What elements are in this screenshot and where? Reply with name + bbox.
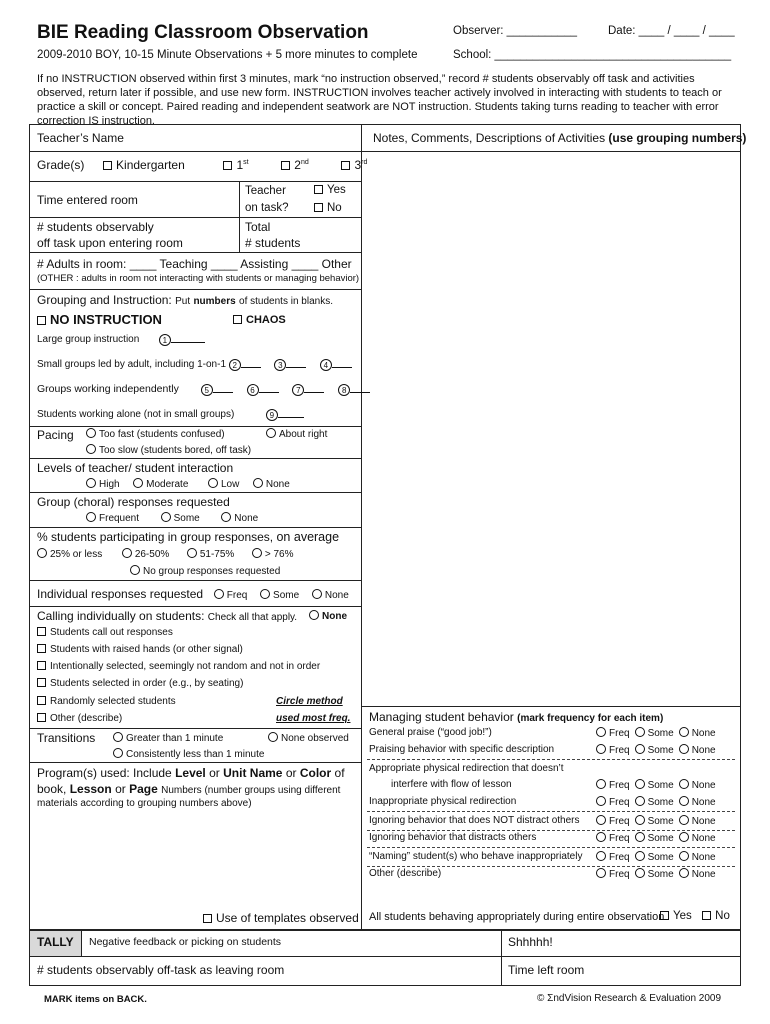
behavior-options: Freq Some None (596, 727, 716, 739)
mark-items-note: MARK items on BACK. (44, 994, 147, 1005)
total-label: Total (245, 220, 271, 234)
groups-independent-row: Groups working independently 5 6 7 8 (37, 383, 370, 396)
behavior-none-radio[interactable] (679, 832, 689, 842)
individual-responses-row: Individual responses requested Freq Some None (37, 587, 349, 601)
large-group-blank[interactable] (171, 333, 205, 343)
level-low-radio[interactable] (208, 478, 218, 488)
too-slow-radio[interactable] (86, 444, 96, 454)
off-task-leaving-field[interactable]: # students observably off-task as leaving room (37, 963, 285, 977)
school-field[interactable]: School: _____________________________________ (453, 49, 732, 61)
pct-76-radio[interactable] (252, 548, 262, 558)
working-alone-row: Students working alone (not in small groups) 9 (37, 408, 304, 421)
intentional-option: Intentionally selected, seemingly not random and not in order (37, 661, 320, 672)
level-high-radio[interactable] (86, 478, 96, 488)
transitions-label: Transitions (37, 731, 96, 745)
programs-line-3: materials according to grouping numbers above) (37, 798, 252, 809)
circled-5: 5 (201, 384, 213, 396)
circle-method-note-2: used most freq. (276, 713, 351, 724)
templates-checkbox[interactable] (203, 914, 212, 923)
behavior-none-radio[interactable] (679, 727, 689, 737)
circled-2: 2 (229, 359, 241, 371)
choral-options: Frequent Some None (86, 512, 258, 524)
circled-3: 3 (274, 359, 286, 371)
date-field[interactable]: Date: ____ / ____ / ____ (608, 25, 735, 37)
all-behaving-no-checkbox[interactable] (702, 911, 711, 920)
behavior-some-radio[interactable] (635, 815, 645, 825)
behavior-none-radio[interactable] (679, 744, 689, 754)
grades-label: Grade(s) (37, 158, 85, 172)
managing-heading: Managing student behavior (mark frequency for each item) (369, 710, 664, 724)
indiv-freq-radio[interactable] (214, 589, 224, 599)
teachers-name-field[interactable]: Teacher’s Name (37, 131, 124, 145)
on-task-yes-checkbox[interactable] (314, 185, 323, 194)
time-left-field[interactable]: Time left room (508, 963, 585, 977)
other-describe-checkbox[interactable] (37, 713, 46, 722)
time-entered-field[interactable]: Time entered room (37, 193, 138, 207)
circled-6: 6 (247, 384, 259, 396)
row-divider (367, 866, 735, 867)
behavior-none-radio[interactable] (679, 815, 689, 825)
none-observed-option: None observed (268, 732, 349, 744)
large-group-row: Large group instruction 1 (37, 333, 205, 346)
grade-2-checkbox[interactable] (281, 161, 290, 170)
pct-participating-label: % students participating in group responses, on average (37, 530, 340, 544)
behavior-options: Freq Some None (596, 815, 716, 827)
indiv-none-radio[interactable] (312, 589, 322, 599)
no-group-responses: No group responses requested (130, 565, 280, 577)
circled-7: 7 (292, 384, 304, 396)
choral-label: Group (choral) responses requested (37, 495, 230, 509)
pacing-label: Pacing (37, 428, 74, 442)
behavior-options: Freq Some None (596, 779, 716, 791)
too-fast-radio[interactable] (86, 428, 96, 438)
all-behaving-options: Yes No (660, 910, 730, 922)
behavior-freq-radio[interactable] (596, 727, 606, 737)
choral-some-radio[interactable] (161, 512, 171, 522)
raised-hands-checkbox[interactable] (37, 644, 46, 653)
pacing-too-fast: Too fast (students confused) (86, 428, 225, 440)
off-task-entering-label-2: off task upon entering room (37, 236, 183, 250)
behavior-some-radio[interactable] (635, 779, 645, 789)
grouping-heading: Grouping and Instruction: Put numbers of students in blanks. (37, 293, 333, 307)
behavior-label: Ignoring behavior that does NOT distract others (369, 815, 580, 826)
calling-none: None (309, 610, 347, 622)
behavior-label: interfere with flow of lesson (391, 779, 512, 790)
behavior-freq-radio[interactable] (596, 744, 606, 754)
behavior-label: “Naming” student(s) who behave inappropriately (369, 851, 583, 862)
grades-row: Grade(s) Kindergarten 1st 2nd 3rd (37, 158, 368, 172)
adults-note: (OTHER : adults in room not interacting with students or managing behavior) (37, 273, 360, 284)
behavior-freq-radio[interactable] (596, 796, 606, 806)
raised-hands-option: Students with raised hands (or other signal) (37, 644, 243, 655)
levels-options: High Moderate Low None (86, 478, 290, 490)
adults-in-room-line[interactable]: # Adults in room: ____ Teaching ____ Assisting ____ Other (37, 257, 352, 271)
pacing-too-slow: Too slow (students bored, off task) (86, 444, 251, 456)
behavior-label: Inappropriate physical redirection (369, 796, 517, 807)
behavior-none-radio[interactable] (679, 851, 689, 861)
small-groups-row: Small groups led by adult, including 1-on-1 2 3 4 (37, 358, 352, 371)
intentional-checkbox[interactable] (37, 661, 46, 670)
observer-field[interactable]: Observer: ___________ (453, 25, 578, 37)
row-divider (367, 811, 735, 812)
no-instruction-checkbox[interactable] (37, 316, 46, 325)
row-divider (367, 847, 735, 848)
pct-25-radio[interactable] (37, 548, 47, 558)
call-out-checkbox[interactable] (37, 627, 46, 636)
tally-label: TALLY (37, 935, 74, 949)
randomly-option: Randomly selected students (37, 696, 176, 707)
copyright: © ΣndVision Research & Evaluation 2009 (537, 993, 722, 1004)
behavior-none-radio[interactable] (679, 796, 689, 806)
teacher-label: Teacher (245, 185, 286, 197)
pct-options: 25% or less 26-50% 51-75% > 76% (37, 548, 294, 560)
on-task-label: on task? (245, 202, 289, 214)
behavior-freq-radio[interactable] (596, 815, 606, 825)
calling-heading: Calling individually on students: Check all that apply. (37, 609, 298, 623)
circled-8: 8 (338, 384, 350, 396)
form-subtitle: 2009-2010 BOY, 10-15 Minute Observations + 5 more minutes to complete (37, 49, 418, 61)
behavior-label: Other (describe) (369, 868, 442, 879)
total-students-label: # students (245, 236, 301, 250)
in-order-checkbox[interactable] (37, 678, 46, 687)
randomly-checkbox[interactable] (37, 696, 46, 705)
call-out-option: Students call out responses (37, 627, 173, 638)
pct-51-radio[interactable] (187, 548, 197, 558)
all-behaving-label: All students behaving appropriately during entire observation (369, 911, 665, 923)
levels-label: Levels of teacher/ student interaction (37, 461, 234, 475)
form-title: BIE Reading Classroom Observation (37, 22, 369, 43)
chaos-checkbox[interactable] (233, 315, 242, 324)
behavior-some-radio[interactable] (635, 796, 645, 806)
circled-4: 4 (320, 359, 332, 371)
behavior-label: Ignoring behavior that distracts others (369, 832, 537, 843)
on-task-yes: Yes (314, 184, 346, 196)
about-right-radio[interactable] (266, 428, 276, 438)
level-none-radio[interactable] (253, 478, 263, 488)
behavior-some-radio[interactable] (635, 832, 645, 842)
grade-3-checkbox[interactable] (341, 161, 350, 170)
on-task-no-checkbox[interactable] (314, 203, 323, 212)
on-task-no: No (314, 202, 342, 214)
other-describe-option: Other (describe) (37, 713, 122, 724)
behavior-some-radio[interactable] (635, 727, 645, 737)
notes-area[interactable] (362, 152, 740, 705)
greater-1min-radio[interactable] (113, 732, 123, 742)
less-1min-radio[interactable] (113, 748, 123, 758)
none-observed-radio[interactable] (268, 732, 278, 742)
behavior-some-radio[interactable] (635, 744, 645, 754)
circle-method-note: Circle method (276, 696, 343, 707)
pct-26-radio[interactable] (122, 548, 132, 558)
circled-1: 1 (159, 334, 171, 346)
behavior-freq-radio[interactable] (596, 851, 606, 861)
behavior-options: Freq Some None (596, 832, 716, 844)
row-divider (367, 830, 735, 831)
behavior-freq-radio[interactable] (596, 832, 606, 842)
behavior-options: Freq Some None (596, 851, 716, 863)
level-moderate-radio[interactable] (133, 478, 143, 488)
behavior-some-radio[interactable] (635, 868, 645, 878)
instructions-paragraph: If no INSTRUCTION observed within first 3 minutes, mark “no instruction observed,” record # students observably off task and activities observed, return later if possible, and use new form. INSTRUCTION involves teacher actively involved in interacting with students to teach or practice a skill or concept. Paired reading and independent seatwork are NOT instruction. Students taking turns reading to teacher with error correction IS instruction. (37, 73, 722, 127)
grade-1-checkbox[interactable] (223, 161, 232, 170)
behavior-freq-radio[interactable] (596, 779, 606, 789)
choral-frequent-radio[interactable] (86, 512, 96, 522)
circled-9: 9 (266, 409, 278, 421)
no-group-responses-radio[interactable] (130, 565, 140, 575)
negative-feedback-label: Negative feedback or picking on students (89, 936, 282, 948)
kindergarten-checkbox[interactable] (103, 161, 112, 170)
behavior-label: Praising behavior with specific description (369, 744, 555, 755)
behavior-options: Freq Some None (596, 868, 716, 880)
behavior-freq-radio[interactable] (596, 868, 606, 878)
chaos-option: CHAOS (233, 314, 286, 326)
behavior-label: General praise (“good job!”) (369, 727, 492, 738)
programs-line-1: Program(s) used: Include Level or Unit Name or Color of (37, 766, 345, 780)
behavior-label: Appropriate physical redirection that doesn’t (369, 763, 564, 774)
off-task-entering-label: # students observably (37, 220, 154, 234)
greater-1min-option: Greater than 1 minute (113, 732, 223, 744)
behavior-options: Freq Some None (596, 744, 716, 756)
behavior-options: Freq Some None (596, 796, 716, 808)
behavior-none-radio[interactable] (679, 868, 689, 878)
choral-none-radio[interactable] (221, 512, 231, 522)
less-1min-option: Consistently less than 1 minute (113, 748, 264, 760)
shhhhh-label: Shhhhh! (508, 935, 553, 949)
templates-option: Use of templates observed (203, 911, 359, 925)
indiv-some-radio[interactable] (260, 589, 270, 599)
programs-line-2: book, Lesson or Page Numbers (number groups using different (37, 782, 341, 796)
behavior-none-radio[interactable] (679, 779, 689, 789)
all-behaving-yes-checkbox[interactable] (660, 911, 669, 920)
behavior-some-radio[interactable] (635, 851, 645, 861)
calling-none-radio[interactable] (309, 610, 319, 620)
kindergarten-label: Kindergarten (116, 158, 185, 172)
in-order-option: Students selected in order (e.g., by seating) (37, 678, 243, 689)
notes-heading: Notes, Comments, Descriptions of Activities (use grouping numbers) (373, 131, 747, 145)
no-instruction-option: NO INSTRUCTION (37, 312, 162, 327)
row-divider (367, 759, 735, 760)
pacing-about-right: About right (266, 428, 327, 440)
